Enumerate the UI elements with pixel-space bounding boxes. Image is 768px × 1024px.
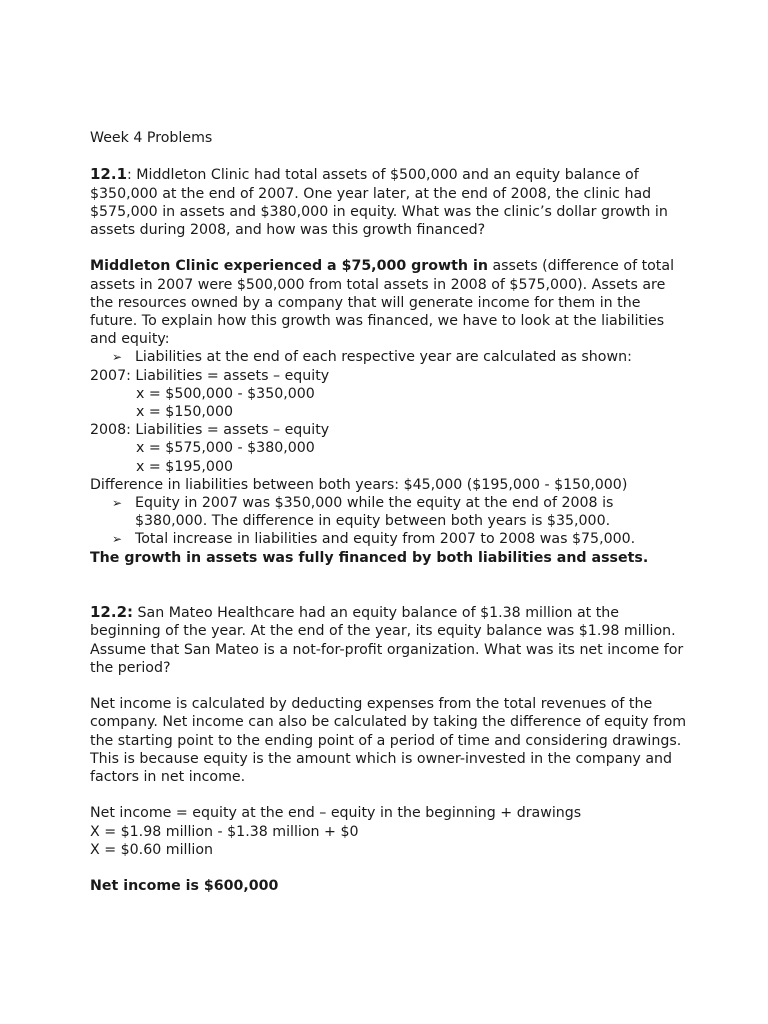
calc-2008-label: 2008: Liabilities = assets – equity (90, 422, 330, 439)
arrowhead-bullet-icon: ➢ (112, 350, 123, 365)
bullet-text: Total increase in liabilities and equity from 2007 to 2008 was $75,000. (135, 531, 636, 548)
calc-2008-result: x = $195,000 (136, 458, 233, 475)
net-income-calc: X = $1.98 million - $1.38 million + $0 (90, 823, 359, 840)
document-title: Week 4 Problems (90, 130, 213, 146)
net-income-formula: Net income = equity at the end – equity in the beginning + drawings (90, 805, 582, 822)
question-number: 12.1 (90, 165, 128, 184)
answer-12-2-conclusion: Net income is $600,000 (90, 878, 279, 895)
question-text: : Middleton Clinic had total assets of $500,000 and an equity balance of $350,000 at the end of 2007. One year later, at the end of 2008, the clinic had $575,000 in assets and $380,000 in equity. What was the clinic’s dollar growth in assets during 2008, and how was this growth financed? (90, 167, 668, 238)
bullet-total-increase (90, 530, 690, 548)
spacer (90, 677, 690, 695)
bullet-text: Liabilities at the end of each respective year are calculated as shown: (135, 349, 632, 366)
document-page (90, 129, 690, 895)
arrowhead-bullet-icon: ➢ (112, 496, 123, 511)
bullet-liabilities (90, 348, 690, 366)
spacer (90, 567, 690, 603)
question-number: 12.2: (90, 603, 134, 622)
bullet-equity (90, 494, 690, 530)
net-income-result: X = $0.60 million (90, 841, 214, 858)
liabilities-difference: Difference in liabilities between both years: $45,000 ($195,000 - $150,000) (90, 476, 628, 493)
calc-2007-label: 2007: Liabilities = assets – equity (90, 367, 330, 384)
question-text: San Mateo Healthcare had an equity balance of $1.38 million at the beginning of the year. At the end of the year, its equity balance was $1.98 million. Assume that San Mateo is a not-for-profit organization. What was its net income for the period? (90, 605, 684, 676)
spacer (90, 786, 690, 804)
question-12-1 (90, 165, 690, 239)
answer-12-1-conclusion: The growth in assets was fully financed by both liabilities and assets. (90, 549, 649, 566)
spacer (90, 147, 690, 165)
question-12-2 (90, 603, 690, 677)
answer-bold-lead: Middleton Clinic experienced a $75,000 growth in (90, 258, 488, 275)
spacer (90, 239, 690, 257)
answer-text: assets (difference of total assets in 2007 were $500,000 from total assets in 2008 of $575,000). Assets are the resources owned by a company that will generate income for them in the future. To explain how this growth was financed, we have to look at the liabilities and equity: (90, 258, 675, 348)
calc-2007-result: x = $150,000 (136, 404, 233, 421)
calc-2008-step: x = $575,000 - $380,000 (136, 440, 315, 457)
answer-12-1-intro (90, 257, 690, 348)
answer-12-2-explanation: Net income is calculated by deducting expenses from the total revenues of the company. Net income can also be calculated by taking the difference of equity from the starting point to the ending point of a period of time and considering drawings. This is because equity is the amount which is owner-invested in the company and factors in net income. (90, 696, 687, 786)
calc-2007-step: x = $500,000 - $350,000 (136, 385, 315, 402)
arrowhead-bullet-icon: ➢ (112, 532, 123, 547)
bullet-text: Equity in 2007 was $350,000 while the equity at the end of 2008 is $380,000. The difference in equity between both years is $35,000. (135, 495, 614, 530)
spacer (90, 859, 690, 877)
